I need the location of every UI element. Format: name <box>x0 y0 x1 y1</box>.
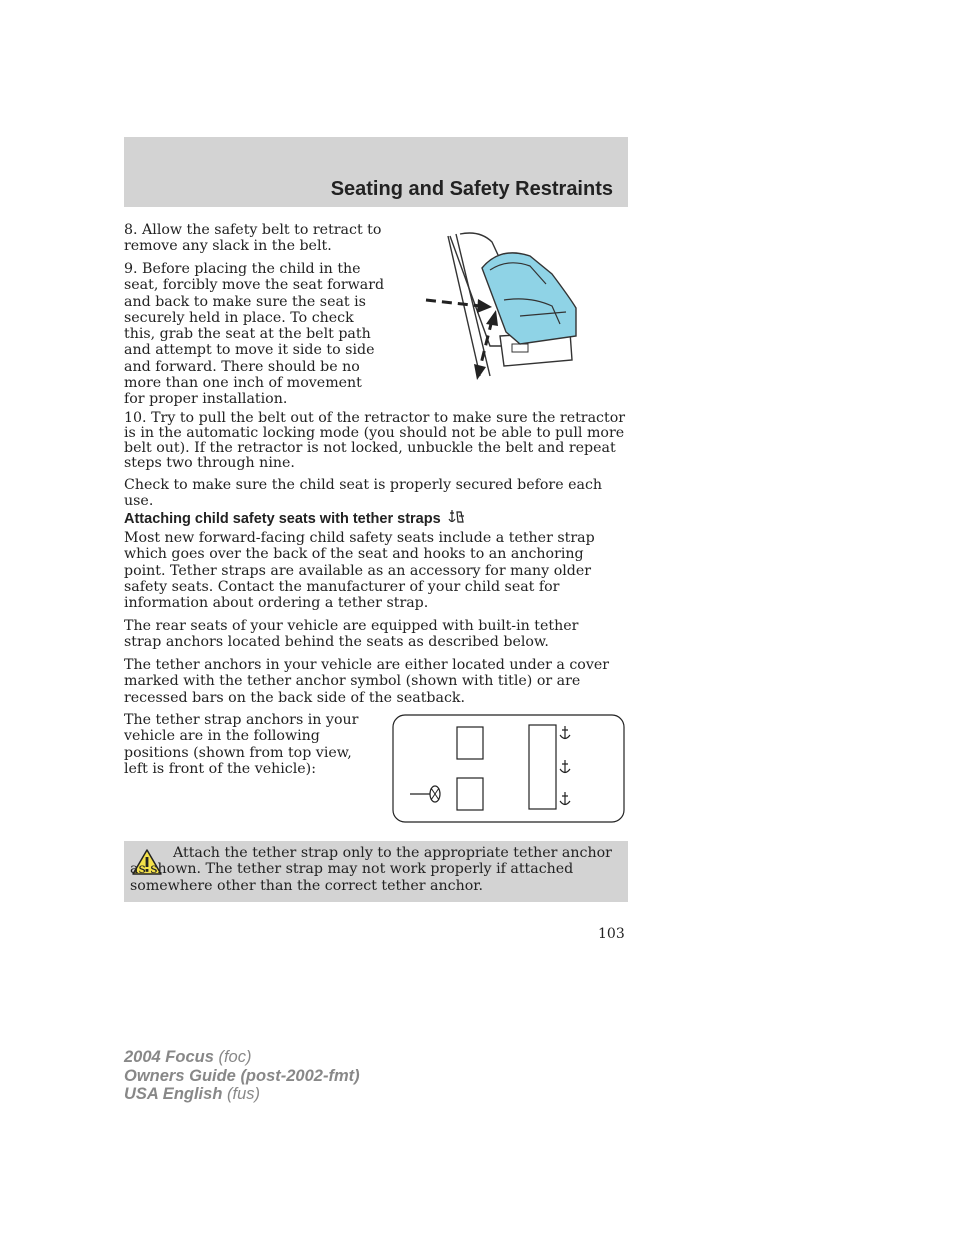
tether-anchor-icon <box>447 508 467 526</box>
check-text: Check to make sure the child seat is properly secured before each use. <box>124 477 603 510</box>
tether-anchor-position-diagram <box>392 714 625 824</box>
page-number: 103 <box>598 926 625 942</box>
tether-heading-text: Attaching child safety seats with tether straps <box>124 511 441 527</box>
footer-line-3: USA English (fus) <box>124 1085 260 1103</box>
warning-text: Attach the tether strap only to the appropriate tether anchor as shown. The tether strap may not work properly if attached somewhere other than the correct tether anchor. <box>130 845 612 894</box>
tether-paragraph-1: Most new forward-facing child safety seats include a tether strap which goes over the back of the seat and hooks to an anchoring point. Tether straps are available as an accessory for many older safety seats. Contact the manufacturer of your child seat for information about ordering a tether strap. <box>124 530 595 612</box>
header-band <box>124 137 628 207</box>
step-8-text: 8. Allow the safety belt to retract to remove any slack in the belt. <box>124 222 382 255</box>
tether-paragraph-3: The tether anchors in your vehicle are either located under a cover marked with the tether anchor symbol (shown with title) or are recessed bars on the back side of the seatback. <box>124 657 610 706</box>
tether-paragraph-4: The tether strap anchors in your vehicle are in the following positions (shown from top view, left is front of the vehicle): <box>124 712 359 777</box>
warning-box <box>124 841 628 902</box>
tether-paragraph-2: The rear seats of your vehicle are equipped with built-in tether strap anchors located behind the seats as described below. <box>124 618 579 651</box>
child-seat-illustration <box>420 228 585 388</box>
step-10-text: 10. Try to pull the belt out of the retractor to make sure the retractor is in the automatic locking mode (you should not be able to pull more belt out). If the retractor is not locked, unbuckle the belt and repeat steps two through nine. <box>124 410 626 471</box>
step-9-text: 9. Before placing the child in the seat, forcibly move the seat forward and back to make sure the seat is securely held in place. To check this, grab the seat at the belt path and attempt to move it side to side and forward. There should be no more than one inch of movement for proper installation. <box>124 261 385 408</box>
tether-heading <box>124 508 467 527</box>
footer <box>124 1048 360 1104</box>
footer-line-1: 2004 Focus (foc) <box>124 1048 252 1066</box>
footer-line-2: Owners Guide (post-2002-fmt) <box>124 1066 360 1085</box>
page-title: Seating and Safety Restraints <box>330 178 613 200</box>
